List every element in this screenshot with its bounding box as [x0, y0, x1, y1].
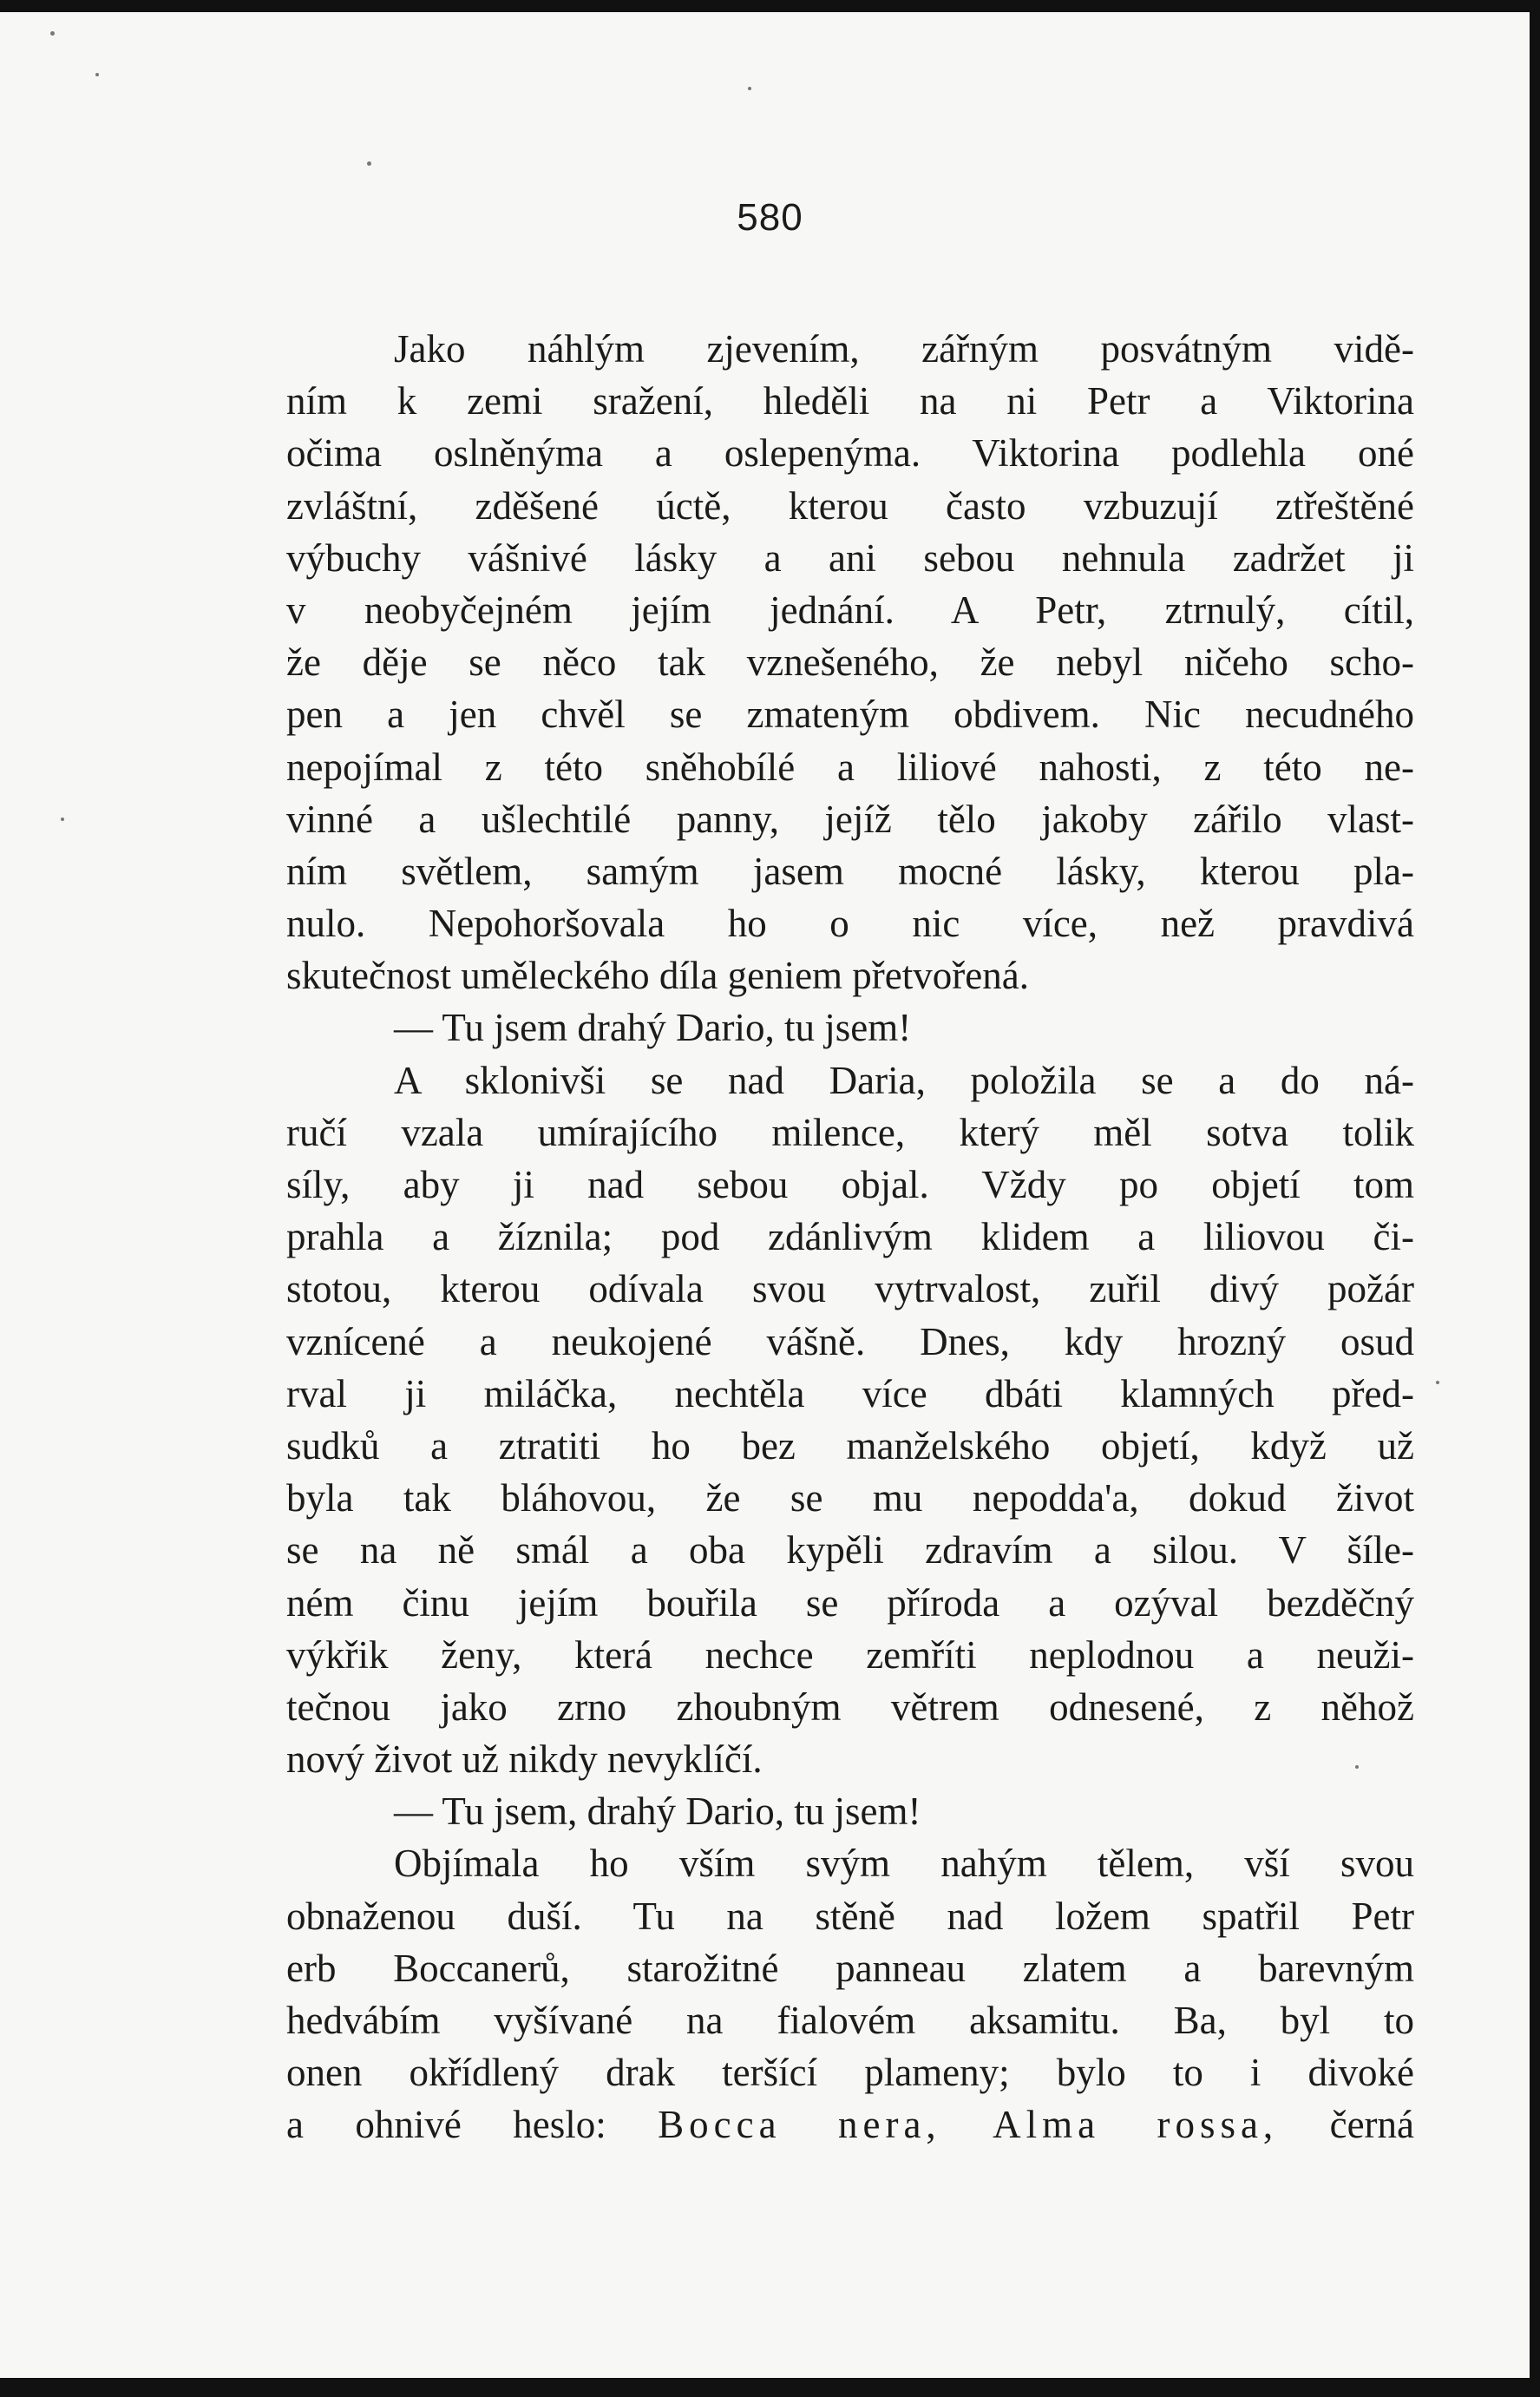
- text-line: sudků a ztratiti ho bez manželského objetí, když už: [286, 1423, 1414, 1468]
- text-line: síly, aby ji nad sebou objal. Vždy po objetí tom: [286, 1163, 1414, 1206]
- text-line: nepojímal z této sněhobílé a liliové nahosti, z této ne-: [286, 745, 1414, 789]
- text-line: že děje se něco tak vznešeného, že nebyl ničeho scho-: [286, 640, 1414, 685]
- text-line: Objímala ho vším svým nahým tělem, vší svou: [394, 1842, 1414, 1886]
- motto-part-1: Bocca nera,: [658, 2103, 941, 2147]
- dust-speck: [50, 31, 55, 36]
- text-line: Jako náhlým zjevením, zářným posvátným vidě-: [394, 327, 1414, 371]
- text-line: ném činu jejím bouřila se příroda a ozýval bezděčný: [286, 1580, 1414, 1625]
- text-line: hedvábím vyšívané na fialovém aksamitu. Ba, byl to: [286, 1999, 1414, 2042]
- text-line: stotou, kterou odívala svou vytrvalost, zuřil divý požár: [286, 1267, 1414, 1311]
- text-line: rval ji miláčka, nechtěla více dbáti klamných před-: [286, 1371, 1414, 1415]
- dust-speck: [1436, 1381, 1439, 1384]
- text-line: vznícené a neukojené vášně. Dnes, kdy hrozný osud: [286, 1319, 1414, 1363]
- dialogue-line: — Tu jsem drahý Dario, tu jsem!: [394, 1006, 912, 1050]
- text-line: prahla a žíznila; pod zdánlivým klidem a liliovou či-: [286, 1215, 1414, 1259]
- text-line: výkřik ženy, která nechce zemříti neplodnou a neuži-: [286, 1632, 1414, 1677]
- text-line: A sklonivši se nad Daria, položila se a do ná-: [394, 1058, 1414, 1102]
- text-line: zvláštní, zděšené úctě, kterou často vzbuzují ztřeštěné: [286, 483, 1414, 528]
- text-line: tečnou jako zrno zhoubným větrem odnesené, z něhož: [286, 1684, 1414, 1729]
- body-text: [286, 323, 1414, 2151]
- text-line: se na ně smál a oba kypěli zdravím a silou. V šíle-: [286, 1528, 1414, 1573]
- text-line: erb Boccanerů, starožitné panneau zlatem a barevným: [286, 1946, 1414, 1990]
- text-line: ručí vzala umírajícího milence, který měl sotva tolik: [286, 1110, 1414, 1154]
- dust-speck: [367, 161, 371, 166]
- text-line: skutečnost uměleckého díla geniem přetvořená.: [286, 954, 1029, 998]
- text-line: ním světlem, samým jasem mocné lásky, kterou pla-: [286, 849, 1414, 893]
- text-line: výbuchy vášnivé lásky a ani sebou nehnula zadržet ji: [286, 535, 1414, 580]
- text-line: pen a jen chvěl se zmateným obdivem. Nic necudného: [286, 693, 1414, 737]
- text-line: byla tak bláhovou, že se mu nepodda'a, dokud život: [286, 1476, 1414, 1520]
- text-line: v neobyčejném jejím jednání. A Petr, ztrnulý, cítil,: [286, 588, 1414, 632]
- text-line: nový život už nikdy nevyklíčí.: [286, 1737, 763, 1782]
- text-line: vinné a ušlechtilé panny, jejíž tělo jakoby zářilo vlast-: [286, 797, 1414, 841]
- dust-speck: [748, 87, 751, 90]
- text-line: ním k zemi sražení, hleděli na ni Petr a Viktorina: [286, 379, 1414, 424]
- motto-intro: a ohnivé heslo:: [286, 2103, 606, 2147]
- page-number: 580: [737, 196, 803, 239]
- dust-speck: [95, 73, 99, 76]
- text-line: nulo. Nepohoršovala ho o nic více, než pravdivá: [286, 902, 1414, 946]
- motto-part-2: Alma rossa,: [993, 2103, 1279, 2147]
- text-line: očima oslněnýma a oslepenýma. Viktorina podlehla oné: [286, 431, 1414, 476]
- text-line: obnaženou duší. Tu na stěně nad ložem spatřil Petr: [286, 1894, 1414, 1938]
- dialogue-line: — Tu jsem, drahý Dario, tu jsem!: [394, 1790, 921, 1834]
- motto-line: [286, 2098, 1414, 2151]
- dust-speck: [61, 818, 64, 821]
- last-word: černá: [1329, 2103, 1414, 2147]
- text-line: onen okřídlený drak teršící plameny; bylo to i divoké: [286, 2051, 1414, 2095]
